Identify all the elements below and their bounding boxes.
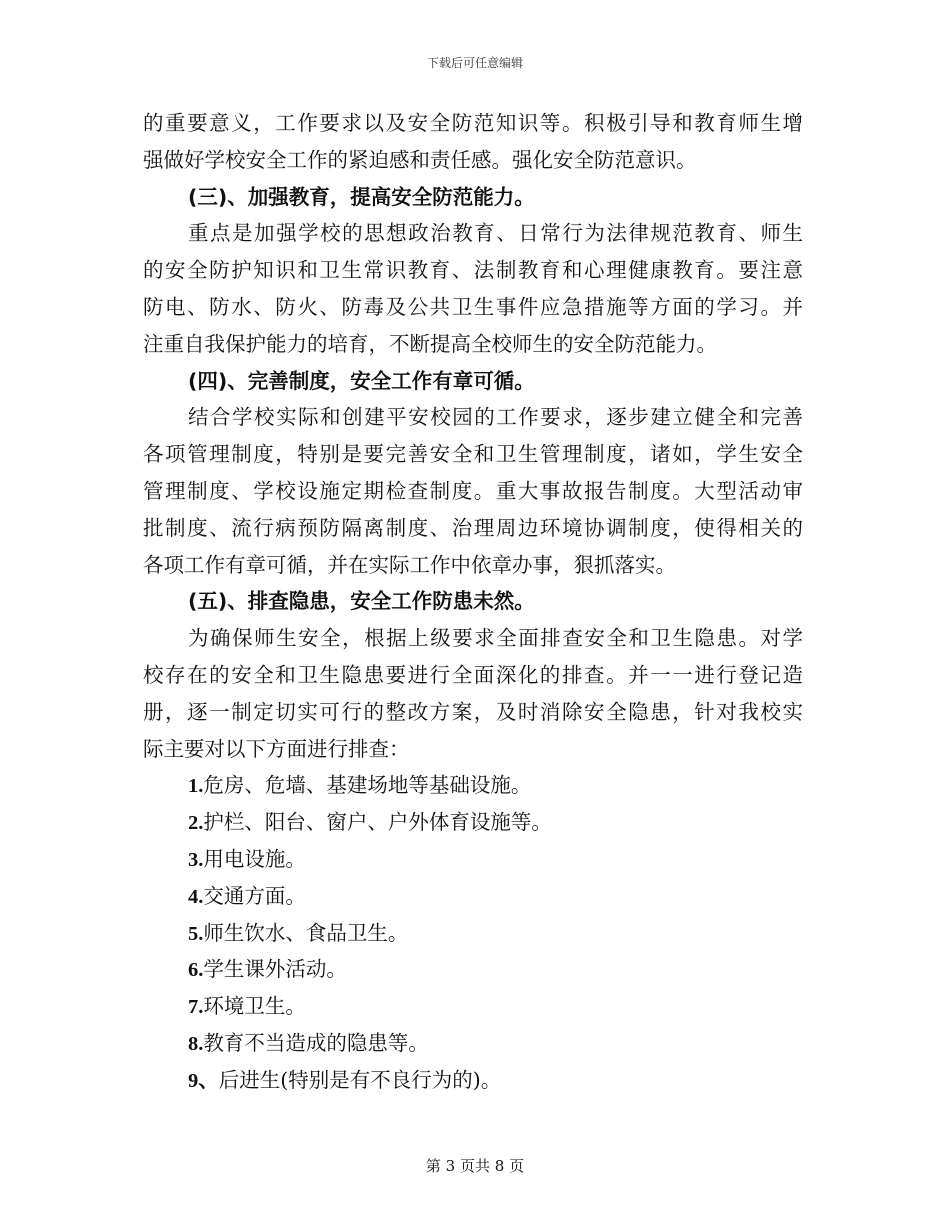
text-line: 批制度、流行病预防隔离制度、治理周边环境协调制度，使得相关的 bbox=[143, 515, 803, 540]
text-line: 各项工作有章可循，并在实际工作中依章办事，狠抓落实。 bbox=[143, 552, 676, 577]
list-item bbox=[143, 767, 803, 804]
list-item bbox=[143, 915, 803, 952]
list-number: 2. bbox=[188, 812, 204, 835]
page-footer: 第 3 页共 8 页 bbox=[425, 1157, 525, 1175]
list-text: 用电设施。 bbox=[203, 846, 306, 871]
text-line: 结合学校实际和创建平安校园的工作要求，逐步建立健全和完善 bbox=[188, 405, 803, 430]
text-line: 管理制度、学校设施定期检查制度。重大事故报告制度。大型活动审 bbox=[143, 478, 803, 503]
list-number: 1. bbox=[188, 775, 204, 798]
list-item bbox=[143, 804, 803, 841]
list-text: 护栏、阳台、窗户、户外体育设施等。 bbox=[203, 810, 552, 835]
paragraph bbox=[143, 399, 803, 583]
text-line: 的安全防护知识和卫生常识教育、法制教育和心理健康教育。要注意 bbox=[143, 258, 803, 283]
text-line: 校存在的安全和卫生隐患要进行全面深化的排查。并一一进行登记造 bbox=[143, 662, 803, 687]
text-line: 注重自我保护能力的培育，不断提高全校师生的安全防范能力。 bbox=[143, 331, 717, 356]
list-text: 交通方面。 bbox=[203, 883, 306, 908]
section-heading: (四)、完善制度，安全工作有章可循。 bbox=[188, 368, 535, 393]
list-number: 5. bbox=[188, 922, 204, 945]
text-line: 的重要意义，工作要求以及安全防范知识等。积极引导和教育师生增 bbox=[143, 111, 803, 135]
text-line: 强做好学校安全工作的紧迫感和责任感。强化安全防范意识。 bbox=[143, 147, 697, 172]
list-text: 师生饮水、食品卫生。 bbox=[203, 920, 409, 945]
list-item bbox=[143, 841, 803, 878]
list-text: 危房、危墙、基建场地等基础设施。 bbox=[203, 773, 532, 798]
inspection-list bbox=[143, 767, 803, 1098]
list-number: 6. bbox=[188, 959, 204, 982]
list-item bbox=[143, 1062, 803, 1099]
paragraph bbox=[143, 105, 803, 179]
list-number: 8. bbox=[188, 1032, 204, 1055]
list-text: 环境卫生。 bbox=[203, 994, 306, 1019]
text-line: 防电、防水、防火、防毒及公共卫生事件应急措施等方面的学习。并 bbox=[143, 294, 803, 319]
list-item bbox=[143, 988, 803, 1025]
list-number: 4. bbox=[188, 885, 204, 908]
text-line: 各项管理制度，特别是要完善安全和卫生管理制度，诸如，学生安全 bbox=[143, 442, 803, 467]
text-line: 为确保师生安全，根据上级要求全面排查安全和卫生隐患。对学 bbox=[188, 626, 803, 651]
list-text: 学生课外活动。 bbox=[203, 957, 347, 982]
list-item bbox=[143, 951, 803, 988]
list-item bbox=[143, 1025, 803, 1062]
paragraph bbox=[143, 620, 803, 767]
list-text: 后进生(特别是有不良行为的)。 bbox=[218, 1067, 502, 1092]
text-line: 重点是加强学校的思想政治教育、日常行为法律规范教育、师生 bbox=[188, 221, 803, 246]
list-number: 9、 bbox=[188, 1069, 219, 1092]
page-header: 下载后可任意编辑 bbox=[426, 56, 523, 70]
list-number: 7. bbox=[188, 996, 204, 1019]
list-number: 3. bbox=[188, 848, 204, 871]
text-line: 际主要对以下方面进行排查： bbox=[143, 736, 410, 761]
text-line: 册，逐一制定切实可行的整改方案，及时消除安全隐患，针对我校实 bbox=[143, 699, 803, 724]
paragraph bbox=[143, 215, 803, 362]
list-item bbox=[143, 878, 803, 915]
section-heading: (五)、排查隐患，安全工作防患未然。 bbox=[188, 589, 535, 614]
section-heading: (三)、加强教育，提高安全防范能力。 bbox=[188, 184, 535, 209]
list-text: 教育不当造成的隐患等。 bbox=[203, 1030, 429, 1055]
document-body bbox=[143, 105, 803, 1099]
